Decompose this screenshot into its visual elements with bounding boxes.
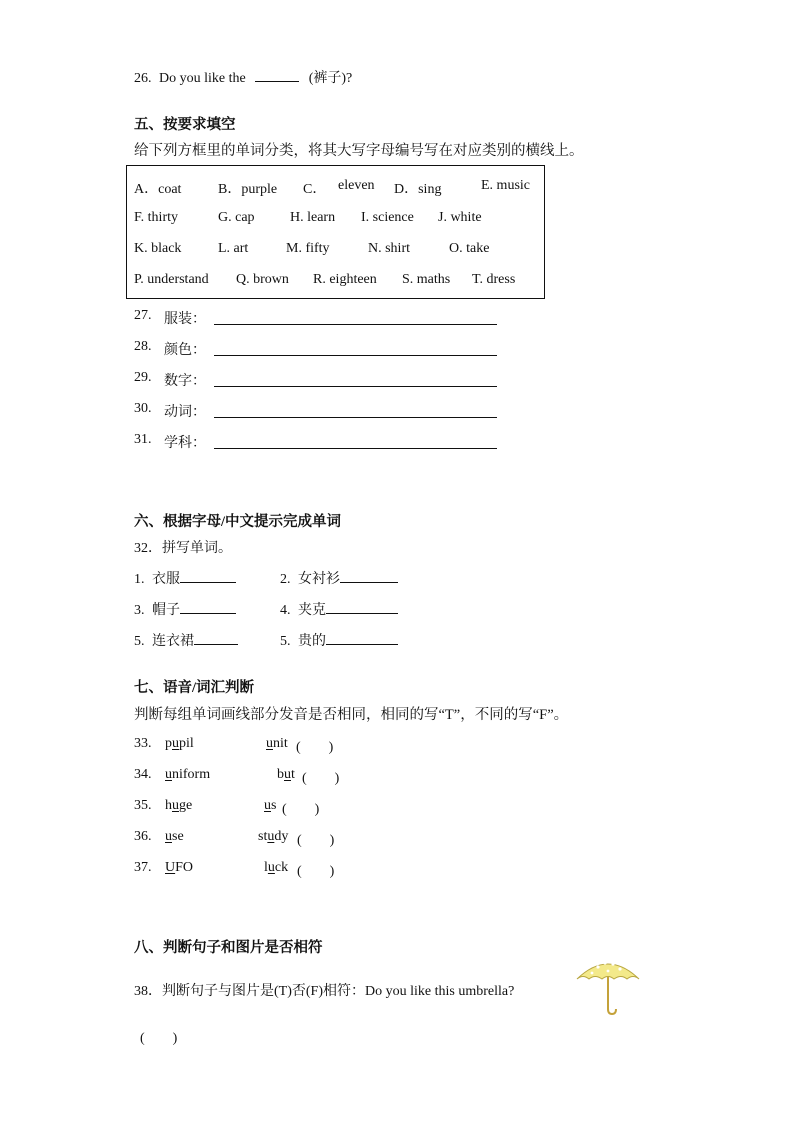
umbrella-icon (574, 955, 642, 1017)
phonics-word-2: luck (264, 860, 289, 875)
word-m: M. fifty (286, 241, 330, 256)
phonics-word-1: uniform (165, 767, 211, 782)
question-number: 26. (134, 71, 152, 86)
question-35-number: 35. (134, 798, 152, 813)
section-7-title: 七、语音/词汇判断 (134, 680, 255, 696)
question-31-number: 31. (134, 432, 152, 447)
question-28-number: 28. (134, 339, 152, 354)
question-30-number: 30. (134, 401, 152, 416)
word-t: T. dress (472, 272, 516, 287)
spell-number: 5. (134, 634, 145, 649)
phonics-word-2: unit (266, 736, 288, 751)
word-q: Q. brown (236, 272, 289, 287)
word-f: F. thirty (134, 210, 178, 225)
section-5-title: 五、按要求填空 (134, 117, 236, 133)
question-29-number: 29. (134, 370, 152, 385)
section-5-instruction: 给下列方框里的单词分类，将其大写字母编号写在对应类别的横线上。 (134, 143, 584, 159)
answer-parentheses[interactable]: ( ) (302, 771, 340, 786)
spell-hint: 女衬衫 (298, 572, 340, 587)
category-verbs-label: 动词： (164, 405, 206, 420)
category-colors-blank[interactable] (214, 355, 497, 356)
word-b: B．purple (218, 182, 278, 197)
category-clothes-label: 服装： (164, 312, 206, 327)
question-32: 32．拼写单词。 (134, 541, 232, 556)
word-d: D．sing (394, 182, 442, 197)
phonics-word-2: but (277, 767, 295, 782)
question-33-number: 33. (134, 736, 152, 751)
word-j: J. white (438, 210, 482, 225)
spell-number: 2. (280, 572, 291, 587)
spell-item-blouse (280, 568, 398, 588)
phonics-word-2: study (258, 829, 289, 844)
spell-blank[interactable] (326, 630, 398, 645)
spell-blank[interactable] (340, 568, 398, 583)
answer-blank[interactable] (255, 67, 299, 82)
question-26 (134, 67, 352, 87)
spell-hint: 贵的 (298, 634, 326, 649)
category-numbers-label: 数字： (164, 374, 206, 389)
section-7-instruction: 判断每组单词画线部分发音是否相同，相同的写“T”，不同的写“F”。 (134, 707, 569, 723)
word-c: eleven (338, 178, 375, 193)
spell-hint: 衣服 (152, 572, 180, 587)
spell-number: 5. (280, 634, 291, 649)
phonics-word-1: huge (165, 798, 193, 813)
word-a: A．coat (134, 182, 182, 197)
phonics-word-1: UFO (165, 860, 194, 875)
question-38-answer[interactable]: ( ) (140, 1031, 178, 1046)
spell-hint: 连衣裙 (152, 634, 194, 649)
word-p: P. understand (134, 272, 209, 287)
spell-hint: 夹克 (298, 603, 326, 618)
spell-number: 3. (134, 603, 145, 618)
spell-item-jacket (280, 599, 398, 619)
spell-item-expensive (280, 630, 398, 650)
answer-parentheses[interactable]: ( ) (296, 740, 334, 755)
word-l: L. art (218, 241, 249, 256)
question-37-number: 37. (134, 860, 152, 875)
phonics-word-1: use (165, 829, 184, 844)
answer-parentheses[interactable]: ( ) (297, 833, 335, 848)
word-g: G. cap (218, 210, 255, 225)
question-text: Do you like the (159, 71, 246, 86)
category-numbers-blank[interactable] (214, 386, 497, 387)
category-subjects-blank[interactable] (214, 448, 497, 449)
spell-blank[interactable] (194, 630, 238, 645)
phonics-word-1: pupil (165, 736, 194, 751)
phonics-word-2: us (264, 798, 277, 813)
word-h: H. learn (290, 210, 336, 225)
answer-parentheses[interactable]: ( ) (297, 864, 335, 879)
question-27-number: 27. (134, 308, 152, 323)
word-c-label: C． (303, 182, 327, 197)
category-clothes-blank[interactable] (214, 324, 497, 325)
spell-blank[interactable] (180, 599, 236, 614)
question-38: 38．判断句子与图片是(T)否(F)相符：Do you like this umbrella? (134, 984, 515, 999)
word-s: S. maths (402, 272, 451, 287)
answer-parentheses[interactable]: ( ) (282, 802, 320, 817)
spell-number: 4. (280, 603, 291, 618)
word-k: K. black (134, 241, 182, 256)
category-verbs-blank[interactable] (214, 417, 497, 418)
spell-item-dress (134, 630, 238, 650)
category-subjects-label: 学科： (164, 436, 206, 451)
word-e: E. music (481, 178, 530, 193)
spell-item-cap (134, 599, 236, 619)
word-i: I. science (361, 210, 414, 225)
section-8-title: 八、判断句子和图片是否相符 (134, 940, 323, 956)
word-r: R. eighteen (313, 272, 377, 287)
question-hint: (裤子)? (308, 71, 353, 86)
spell-hint: 帽子 (152, 603, 180, 618)
spell-item-clothes (134, 568, 236, 588)
question-36-number: 36. (134, 829, 152, 844)
spell-blank[interactable] (180, 568, 236, 583)
category-colors-label: 颜色： (164, 343, 206, 358)
word-n: N. shirt (368, 241, 410, 256)
section-6-title: 六、根据字母/中文提示完成单词 (134, 514, 342, 530)
word-o: O. take (449, 241, 490, 256)
spell-blank[interactable] (326, 599, 398, 614)
question-34-number: 34. (134, 767, 152, 782)
spell-number: 1. (134, 572, 145, 587)
